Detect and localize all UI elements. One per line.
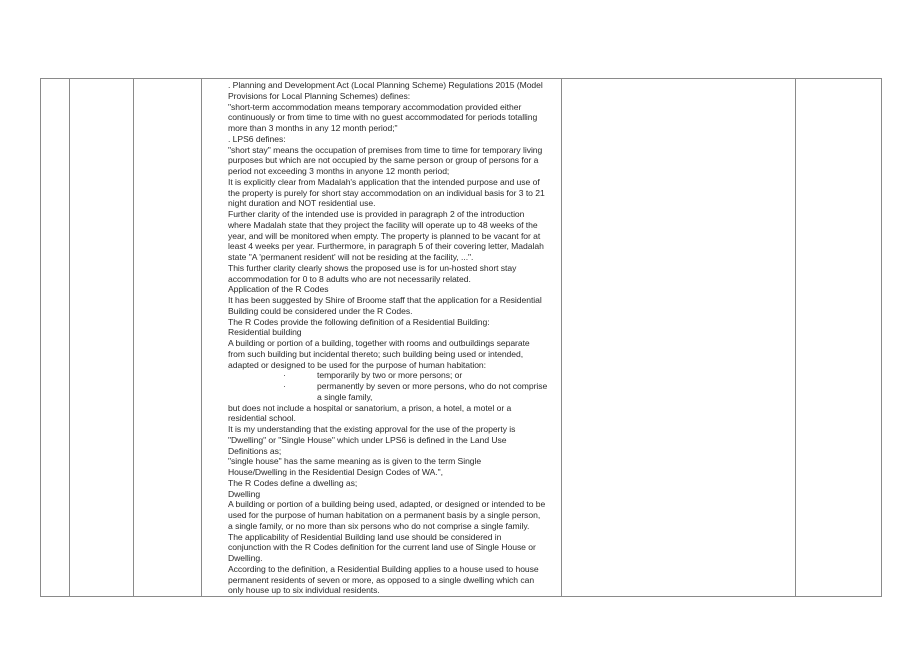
text-line: more than 3 months in any 12 month period;" bbox=[228, 123, 398, 133]
text-line: "Dwelling" or "Single House" which under LPS6 is defined in the Land Use bbox=[228, 434, 507, 445]
text-line: The applicability of Residential Building land use should be considered in bbox=[228, 531, 502, 542]
bullet-continuation: a single family, bbox=[317, 391, 373, 402]
text-line: It is explicitly clear from Madalah's application that the intended purpose and use of bbox=[228, 176, 540, 187]
text-line: purposes but which are not occupied by the same person or group of persons for a bbox=[228, 155, 539, 166]
text-line: It is my understanding that the existing approval for the use of the property is bbox=[228, 424, 516, 434]
table-row bbox=[41, 79, 882, 597]
bullet-dot-icon: · bbox=[283, 370, 286, 381]
submission-text-cell bbox=[202, 79, 562, 597]
text-line: adapted or designed to be used for the purpose of human habitation: bbox=[228, 359, 486, 370]
text-line: Definitions as; bbox=[228, 445, 282, 456]
text-line: "short-term accommodation means temporary accommodation provided either bbox=[228, 101, 522, 112]
definition-term: Residential building bbox=[228, 327, 302, 338]
text-line: House/Dwelling in the Residential Design Codes of WA.", bbox=[228, 467, 443, 477]
bullet-dot-icon: · bbox=[283, 381, 286, 391]
text-line: state "A 'permanent resident' will not be residing at the facility, ...". bbox=[228, 252, 474, 262]
text-line: only house up to six individual residents. bbox=[228, 585, 380, 596]
bullet-item bbox=[228, 370, 559, 381]
table-cell-2 bbox=[70, 79, 134, 597]
text-line: A building or portion of a building, together with rooms and outbuildings separate bbox=[228, 338, 530, 348]
text-line: "single house" has the same meaning as is given to the term Single bbox=[228, 456, 482, 467]
text-line: "short stay" means the occupation of premises from time to time for temporary living bbox=[228, 144, 543, 155]
text-line: used for the purpose of human habitation on a permanent basis by a single person, bbox=[228, 510, 541, 520]
text-line: . LPS6 defines: bbox=[228, 133, 286, 144]
text-line: year, and will be monitored when empty. The property is planned to be vacant for at bbox=[228, 230, 541, 241]
text-line: residential school. bbox=[228, 413, 296, 424]
text-line: . Planning and Development Act (Local Planning Scheme) Regulations 2015 (Model bbox=[228, 80, 543, 90]
bullet-text: temporarily by two or more persons; or bbox=[317, 370, 463, 381]
table-cell-1 bbox=[41, 79, 70, 597]
text-line: Provisions for Local Planning Schemes) defines: bbox=[228, 90, 411, 101]
text-line: conjunction with the R Codes definition for the current land use of Single House or bbox=[228, 542, 536, 553]
text-line: It has been suggested by Shire of Broome staff that the application for a Residential bbox=[228, 295, 542, 305]
bullet-item bbox=[228, 381, 559, 392]
text-line: Building could be considered under the R Codes. bbox=[228, 305, 413, 316]
text-line: continuously or from time to time with no guest accommodated for periods totalling bbox=[228, 112, 538, 123]
text-line: least 4 weeks per year. Furthermore, in paragraph 5 of their covering letter, Madalah bbox=[228, 241, 544, 252]
submission-table bbox=[40, 78, 882, 597]
text-line: Dwelling. bbox=[228, 553, 263, 563]
text-line: This further clarity clearly shows the proposed use is for un-hosted short stay bbox=[228, 262, 517, 273]
text-line: period not exceeding 3 months in anyone 12 month period; bbox=[228, 166, 450, 176]
text-line: The R Codes define a dwelling as; bbox=[228, 477, 358, 488]
definition-term: Dwelling bbox=[228, 488, 261, 499]
text-line: Further clarity of the intended use is provided in paragraph 2 of the introduction bbox=[228, 209, 525, 219]
section-heading: Application of the R Codes bbox=[228, 284, 329, 295]
text-line: but does not include a hospital or sanatorium, a prison, a hotel, a motel or a bbox=[228, 402, 512, 413]
text-line: A building or portion of a building being used, adapted, or designed or intended to be bbox=[228, 499, 546, 510]
text-line: from such building but incidental thereto; such building being used or intended, bbox=[228, 348, 524, 359]
text-line: According to the definition, a Residential Building applies to a house used to house bbox=[228, 563, 539, 574]
text-line: the property is purely for short stay accommodation on an individual basis for 3 to 21 bbox=[228, 187, 545, 198]
table-cell-6 bbox=[796, 79, 882, 597]
table-cell-5 bbox=[562, 79, 796, 597]
text-line: a single family, or no more than six persons who do not comprise a single family. bbox=[228, 520, 530, 531]
table-cell-3 bbox=[134, 79, 202, 597]
text-line: night duration and NOT residential use. bbox=[228, 198, 376, 209]
bullet-text: permanently by seven or more persons, who do not comprise bbox=[317, 381, 548, 391]
text-line: where Madalah state that they project the facility will operate up to 48 weeks of the bbox=[228, 219, 538, 230]
text-line: accommodation for 0 to 8 adults who are not necessarily related. bbox=[228, 273, 471, 284]
text-line: The R Codes provide the following definition of a Residential Building: bbox=[228, 316, 490, 327]
text-line: permanent residents of seven or more, as opposed to a single dwelling which can bbox=[228, 574, 535, 585]
submission-text bbox=[202, 79, 561, 596]
